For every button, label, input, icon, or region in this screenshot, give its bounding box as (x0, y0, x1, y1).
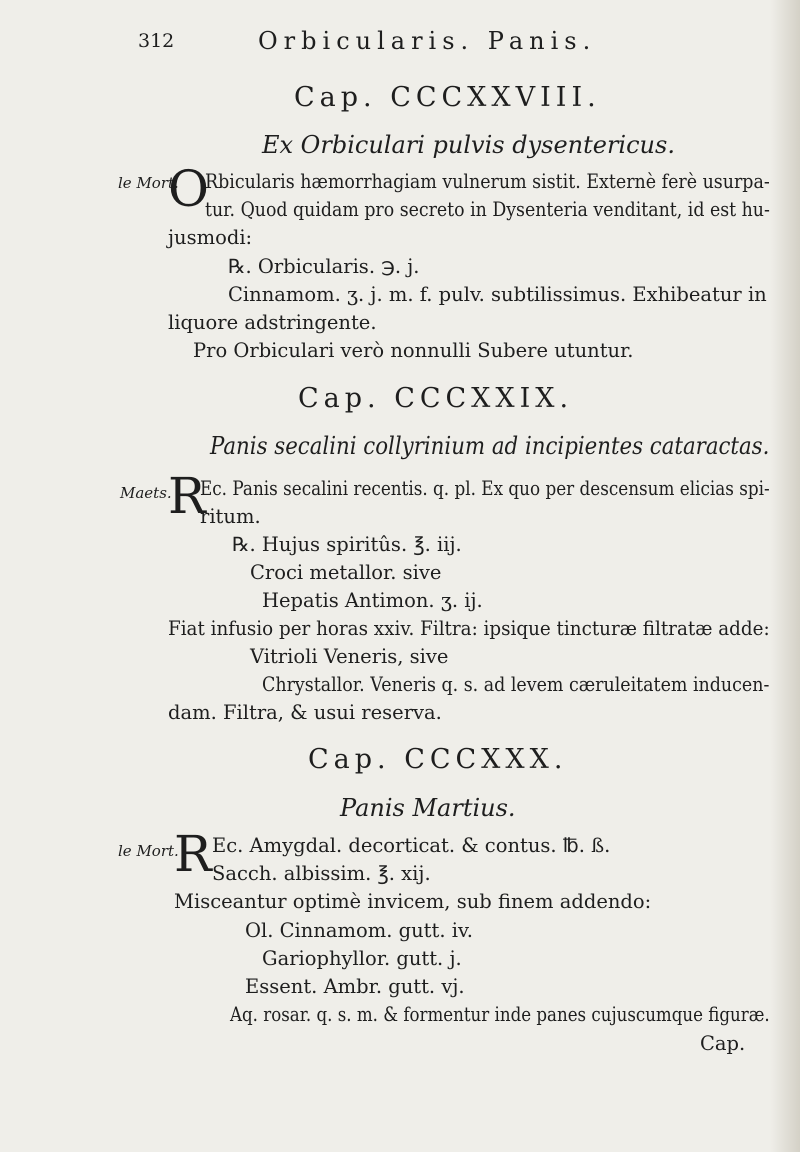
text-line: Rbicularis hæmorrhagiam vulnerum sistit. Externè ferè usurpa- (205, 170, 770, 193)
text-line: Aq. rosar. q. s. m. & formentur inde panes cujuscumque figuræ. (230, 1003, 770, 1026)
margin-note: le Mort. (118, 174, 179, 192)
text-line: Hepatis Antimon. ʒ. ij. (262, 589, 483, 612)
text-line: Croci metallor. sive (250, 561, 442, 584)
drop-cap: O (168, 160, 209, 218)
text-line: jusmodi: (168, 226, 253, 249)
text-line: Ec. Panis secalini recentis. q. pl. Ex quo per descensum elicias spi- (200, 477, 770, 500)
catchword: Cap. (700, 1032, 746, 1055)
text-line: Ec. Amygdal. decorticat. & contus. ℔. ß. (212, 834, 611, 857)
text-line: ritum. (200, 505, 261, 528)
text-line: Vitrioli Veneris, sive (250, 645, 449, 668)
chapter-heading: Cap. CCCXXVIII. (294, 82, 601, 113)
drop-cap: R (168, 467, 206, 525)
running-title: Orbicularis. Panis. (258, 27, 597, 55)
chapter-subtitle: Panis secalini collyrinium ad incipientes cataractas. (210, 432, 770, 460)
text-line: Cinnamom. ʒ. j. m. f. pulv. subtilissimus. Exhibeatur in (228, 283, 767, 306)
chapter-subtitle: Ex Orbiculari pulvis dysentericus. (262, 131, 675, 159)
page-edge-shadow (770, 0, 800, 1152)
text-line: Pro Orbiculari verò nonnulli Subere utuntur. (193, 339, 634, 362)
text-line: Essent. Ambr. gutt. vj. (245, 975, 465, 998)
text-line: Ol. Cinnamom. gutt. iv. (245, 919, 473, 942)
margin-note: le Mort. (118, 842, 179, 860)
text-line: Misceantur optimè invicem, sub finem addendo: (174, 890, 652, 913)
text-line: ℞. Orbicularis. ℈. j. (228, 255, 420, 278)
chapter-subtitle: Panis Martius. (340, 794, 516, 822)
text-line: Fiat infusio per horas xxiv. Filtra: ipsique tincturæ filtratæ adde: (168, 617, 770, 640)
text-line: tur. Quod quidam pro secreto in Dysenteria venditant, id est hu- (205, 198, 770, 221)
chapter-heading: Cap. CCCXXX. (308, 744, 568, 775)
text-line: Gariophyllor. gutt. j. (262, 947, 462, 970)
text-line: Sacch. albissim. ℥. xij. (212, 862, 431, 885)
drop-cap: R (174, 825, 212, 883)
text-line: ℞. Hujus spiritûs. ℥. iij. (232, 533, 462, 556)
text-line: Chrystallor. Veneris q. s. ad levem cæruleitatem inducen- (262, 673, 770, 696)
text-line: liquore adstringente. (168, 311, 377, 334)
text-line: dam. Filtra, & usui reserva. (168, 701, 442, 724)
chapter-heading: Cap. CCCXXIX. (298, 383, 574, 414)
margin-note: Maets. (120, 484, 172, 502)
page-number: 312 (138, 30, 175, 52)
